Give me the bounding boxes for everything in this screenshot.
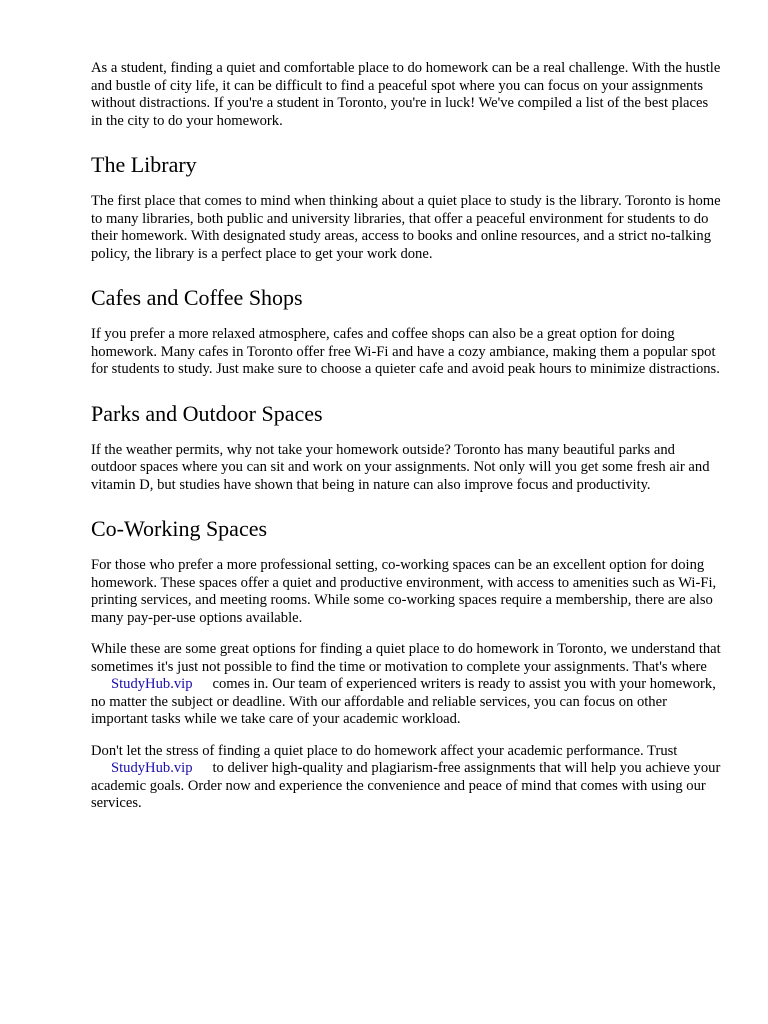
closing-2-text-after: to deliver high-quality and plagiarism-free assignments that will help you achieve your academic goals. Order now and experience the convenience and peace of mind that comes with using our services. [91,760,721,811]
closing-paragraph-2 [91,743,721,813]
closing-paragraph-1 [91,641,721,729]
closing-1-text-before: While these are some great options for finding a quiet place to do homework in Toronto, we understand that sometimes it's just not possible to find the time or motivation to complete your assignments. That's where [91,641,721,675]
closing-1-text-after: comes in. Our team of experienced writers is ready to assist you with your homework, no matter the subject or deadline. With our affordable and reliable services, you can focus on other important tasks while we take care of your academic workload. [91,676,716,727]
studyhub-link-2[interactable]: StudyHub.vip [111,760,193,776]
section-heading-parks: Parks and Outdoor Spaces [91,400,323,426]
section-heading-library: The Library [91,152,197,177]
studyhub-link-1[interactable]: StudyHub.vip [111,676,193,692]
section-body-parks: If the weather permits, why not take your homework outside? Toronto has many beautiful parks and outdoor spaces where you can sit and work on your assignments. Not only will you get some fresh air and vitamin D, but studies have shown that being in nature can also improve focus and productivity. [91,441,710,493]
section-body-coworking: For those who prefer a more professional setting, co-working spaces can be an excellent option for doing homework. These spaces offer a quiet and productive environment, with access to amenities such as Wi-Fi, printing services, and meeting rooms. While some co-working spaces require a membership, there are also many pay-per-use options available. [91,557,717,626]
document-page [91,60,721,813]
section-heading-coworking: Co-Working Spaces [91,516,268,541]
section-body-library: The first place that comes to mind when thinking about a quiet place to study is the library. Toronto is home to many libraries, both public and university libraries, that offer a peaceful environment for students to do their homework. With designated study areas, access to books and online resources, and a strict no-talking policy, the library is a perfect place to get your work done. [91,193,721,262]
section-body-cafes: If you prefer a more relaxed atmosphere, cafes and coffee shops can also be a great option for doing homework. Many cafes in Toronto offer free Wi-Fi and have a cozy ambiance, making them a popular spot for students to study. Just make sure to choose a quieter cafe and avoid peak hours to minimize distractions. [91,326,720,377]
section-heading-cafes: Cafes and Coffee Shops [91,285,303,310]
closing-2-text-before: Don't let the stress of finding a quiet place to do homework affect your academic performance. Trust [91,742,678,759]
intro-paragraph: As a student, finding a quiet and comfortable place to do homework can be a real challenge. With the hustle and bustle of city life, it can be difficult to find a peaceful spot where you can focus on your assignments without distractions. If you're a student in Toronto, you're in luck! We've compiled a list of the best places in the city to do your homework. [91,60,721,129]
